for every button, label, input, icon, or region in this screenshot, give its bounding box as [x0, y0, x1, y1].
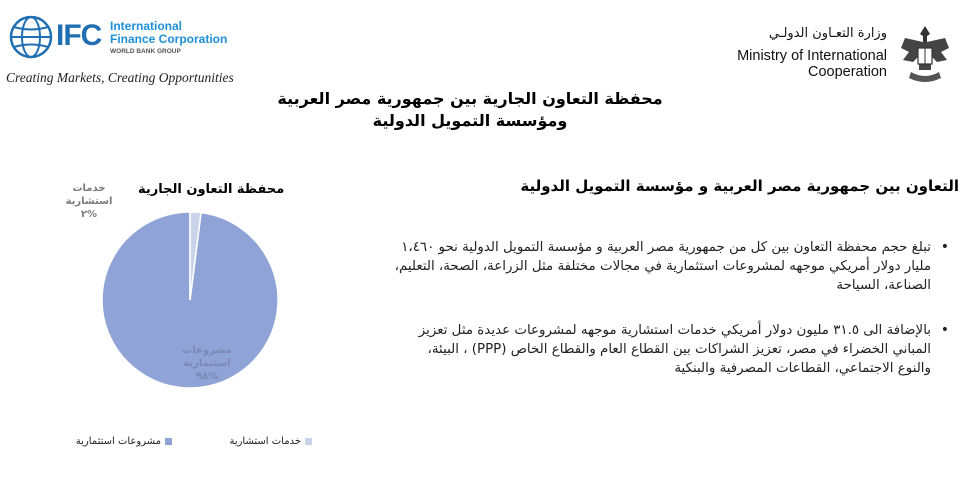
portfolio-pie-chart — [60, 170, 320, 460]
ifc-full-name: International Finance Corporation — [110, 19, 228, 46]
data-label-advisory: خدمات استشارية %٢ — [65, 183, 113, 220]
ifc-abbr: IFC — [56, 19, 102, 52]
legend-swatch-advisory — [305, 438, 312, 445]
bullet-investment: • تبلغ حجم محفظة التعاون بين كل من جمهورية مصر العربية و مؤسسة التمويل الدولية نحو ١،٤٦٠ مليار دولار أمريكي موجهه لمشروعات استثمارية في مجالات مختلفة مثل الزراعة، الصحة، التعليم، الصناعة، السياحة — [391, 238, 949, 295]
globe-icon — [8, 14, 54, 60]
page-title: محفظة التعاون الجارية بين جمهورية مصر العربية ومؤسسة التمويل الدولية — [277, 89, 663, 130]
ifc-group-label: WORLD BANK GROUP — [110, 48, 181, 55]
legend-swatch-investment — [165, 438, 172, 445]
legend-item-advisory: خدمات استشارية — [229, 436, 312, 447]
eagle-emblem-icon — [897, 22, 953, 88]
ifc-logo — [6, 14, 236, 94]
ministry-name-en: Ministry of International Cooperation — [737, 48, 887, 80]
ministry-name-ar: وزارة التعـاون الدولـي — [768, 26, 887, 41]
ministry-logo — [693, 22, 953, 92]
data-label-investment: مشروعات استثمارية %٩٨ — [182, 345, 232, 382]
chart-title: محفظة التعاون الجارية — [138, 182, 285, 197]
bullet-advisory: • بالإضافة الى ٣١.٥ مليون دولار أمريكي خدمات استشارية موجهه لمشروعات عديدة مثل تعزيز المباني الخضراء في مصر، تعزيز الشراكات بين القطاع العام والقطاع الخاص (PPP) ، البيئة، والنوع الاجتماعي، القطاعات المصرفية والبنكية — [391, 321, 949, 378]
bullet-list — [391, 238, 949, 404]
ifc-tagline: Creating Markets, Creating Opportunities — [6, 70, 234, 85]
section-heading: التعاون بين جمهورية مصر العربية و مؤسسة التمويل الدولية — [520, 177, 959, 195]
legend-item-investment: مشروعات استثمارية — [76, 436, 172, 447]
